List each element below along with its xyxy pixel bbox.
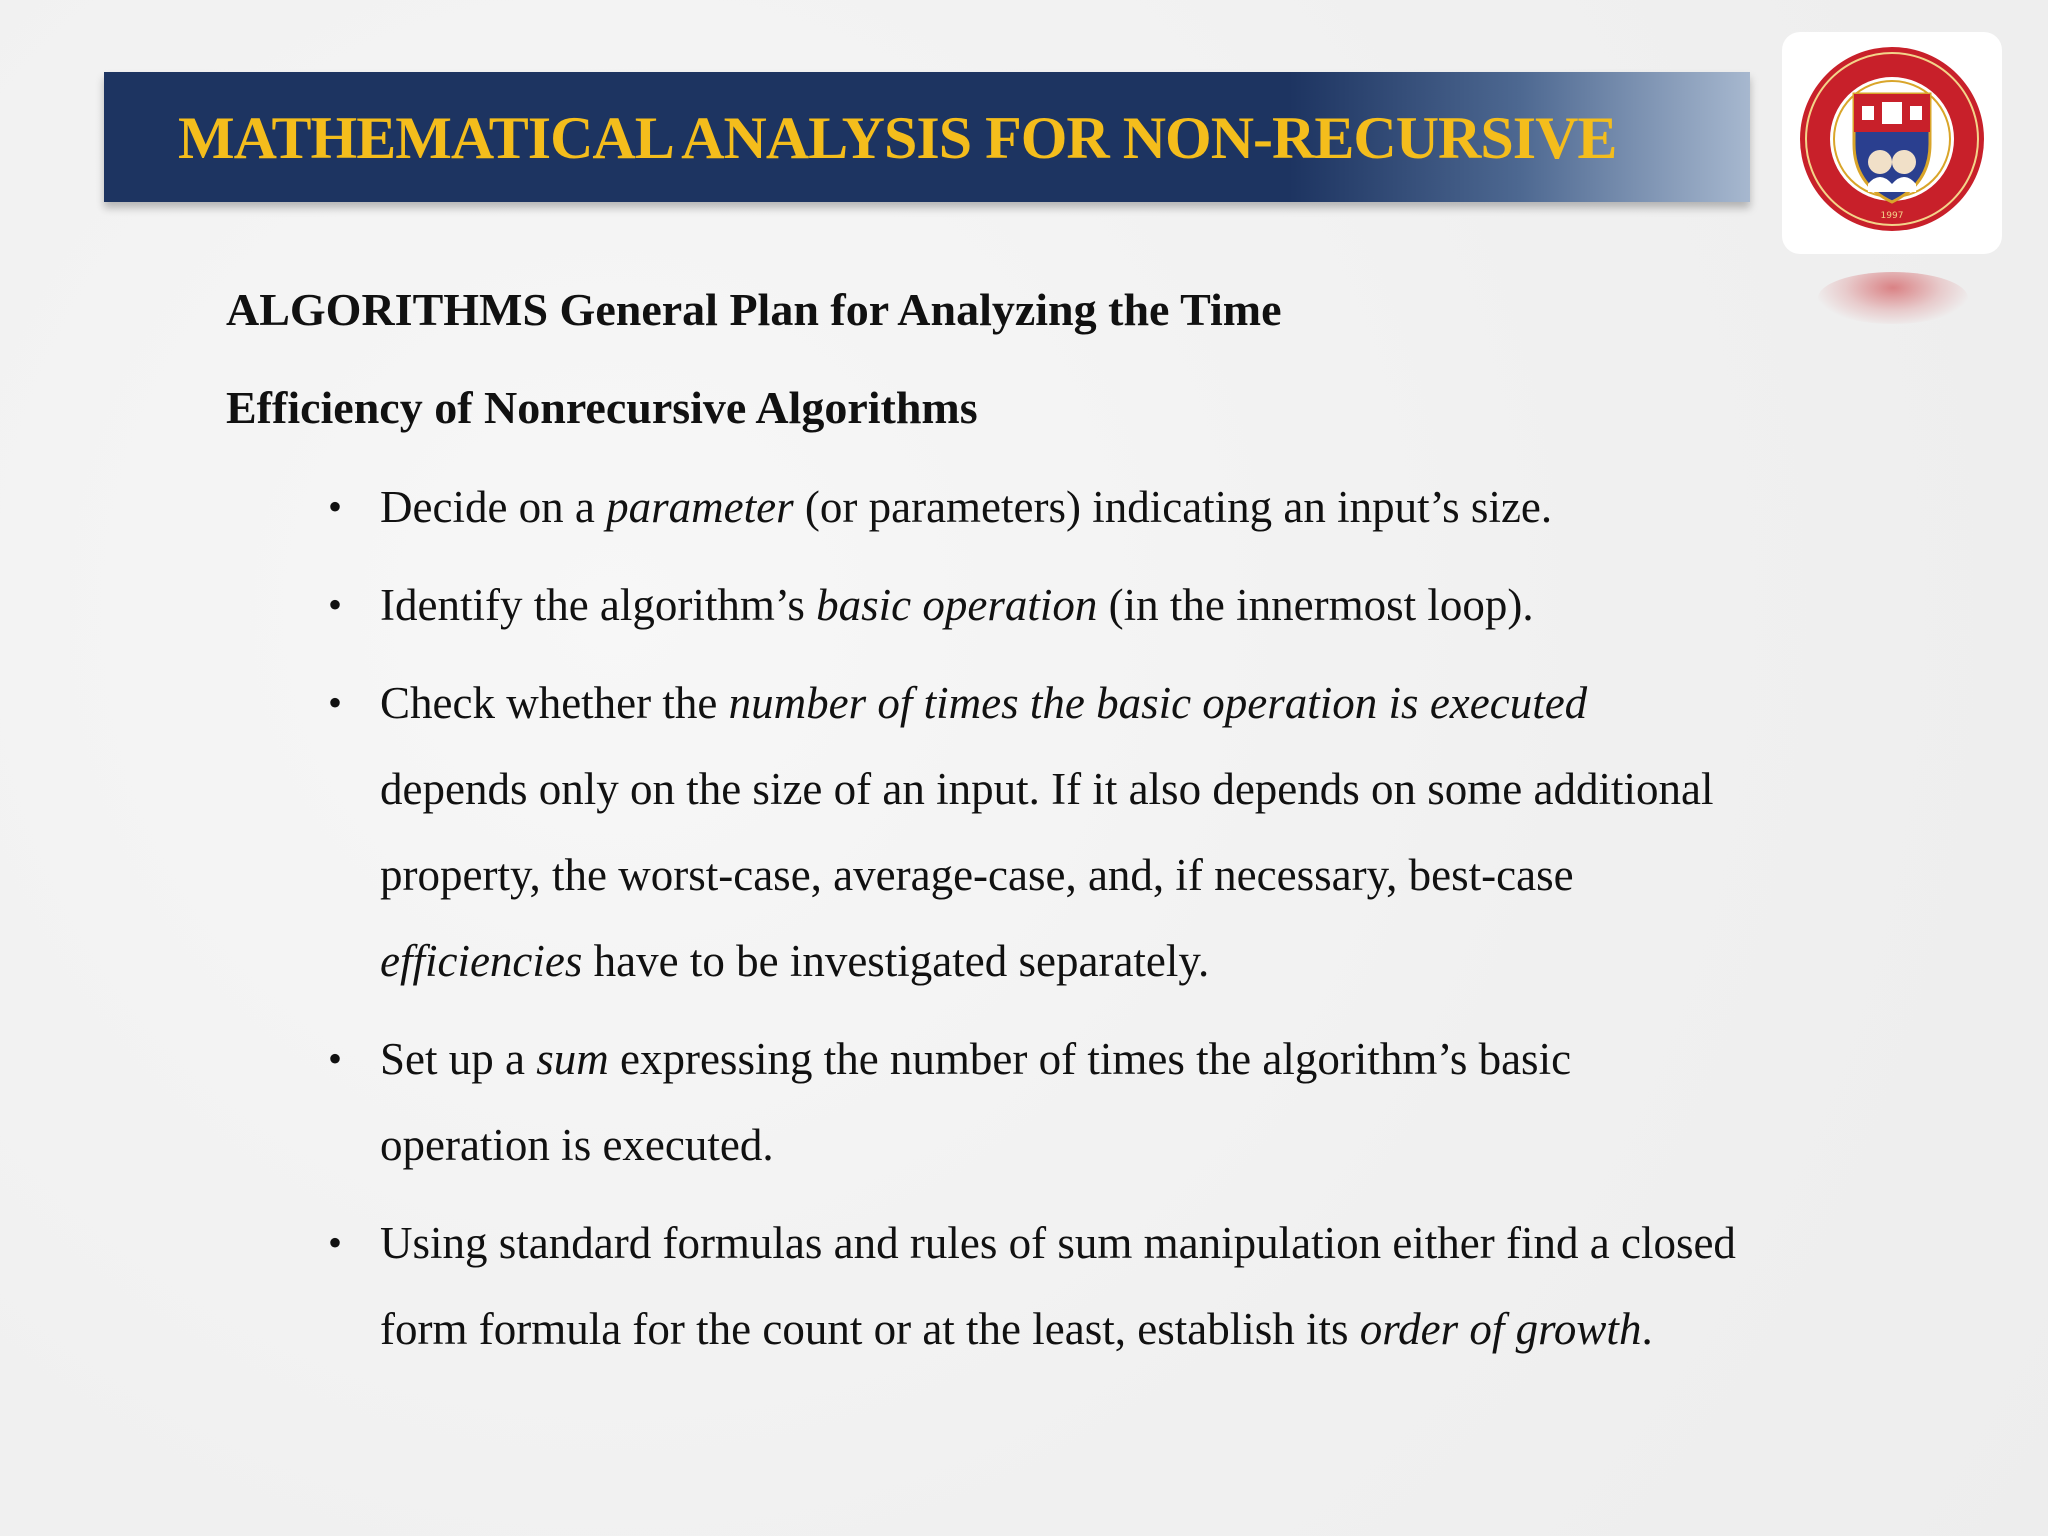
bullet-4-line-2: operation is executed. [380, 1120, 774, 1170]
bullet-marker: • [328, 1220, 343, 1265]
slide-title: MATHEMATICAL ANALYSIS FOR NON-RECURSIVE [178, 105, 1617, 171]
bullet-marker: • [328, 680, 343, 725]
bullet-3-line-1: Check whether the number of times the basic operation is executed [380, 678, 1588, 728]
logo-reflection [1818, 272, 1968, 324]
seal-year: 1997 [1880, 211, 1904, 221]
bullet-2-line-1: Identify the algorithm’s basic operation (in the innermost loop). [380, 580, 1534, 630]
bullet-marker: • [328, 1036, 343, 1081]
heading-line-1: ALGORITHMS General Plan for Analyzing the Time [226, 284, 1282, 335]
bullet-5-line-2: form formula for the count or at the least, establish its order of growth. [380, 1304, 1653, 1354]
bullet-5-line-1: Using standard formulas and rules of sum manipulation either find a closed [380, 1218, 1736, 1268]
heading-line-2: Efficiency of Nonrecursive Algorithms [226, 382, 978, 433]
bullet-marker: • [328, 582, 343, 627]
bullet-marker: • [328, 484, 343, 529]
bullet-4-line-1: Set up a sum expressing the number of times the algorithm’s basic [380, 1034, 1572, 1084]
logo-card [1782, 32, 2002, 254]
bullet-3-line-4: efficiencies have to be investigated separately. [380, 936, 1210, 986]
bullet-3-line-3: property, the worst-case, average-case, and, if necessary, best-case [380, 850, 1574, 900]
title-banner [104, 72, 1750, 202]
bullet-3-line-2: depends only on the size of an input. If it also depends on some additional [380, 764, 1714, 814]
bullet-1-line-1: Decide on a parameter (or parameters) indicating an input’s size. [380, 482, 1553, 532]
institute-seal-logo [1782, 32, 2002, 254]
